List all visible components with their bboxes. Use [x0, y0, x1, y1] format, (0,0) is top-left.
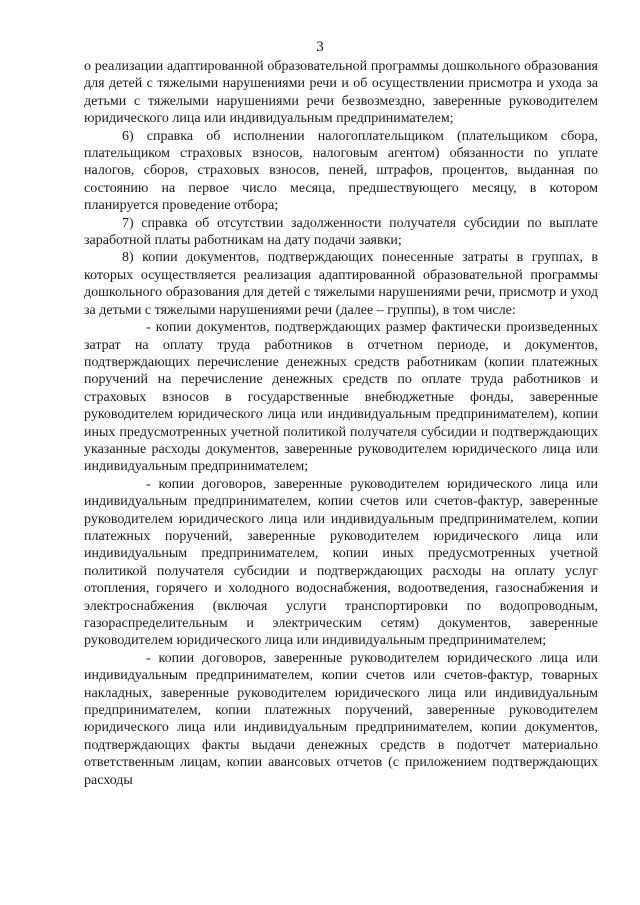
paragraph-item-8: 8) копии документов, подтверждающих понесенные затраты в группах, в которых осуществляется реализация адаптированной образовательной программы дошкольного образования для детей с тяжелыми нарушениями речи, присмотр и уход за детьми с тяжелыми нарушениями речи (далее – группы), в том числе: [84, 250, 598, 318]
document-body [84, 58, 598, 789]
paragraph-item-7: 7) справка об отсутствии задолженности получателя субсидии по выплате заработной платы работникам на дату подачи заявки; [84, 215, 598, 249]
paragraph-item-6: 6) справка об исполнении налогоплательщиком (плательщиком сбора, плательщиком страховых взносов, налоговым агентом) обязанности по уплате налогов, сборов, страховых взносов, пеней, штрафов, процентов, выданная по состоянию на первое число месяца, предшествующего месяцу, в котором планируется проведение отбора; [84, 128, 598, 214]
paragraph-continuation: о реализации адаптированной образовательной программы дошкольного образования для детей с тяжелыми нарушениями речи и об осуществлении присмотра и ухода за детьми с тяжелыми нарушениями речи безвозмездно, заверенные руководителем юридического лица или индивидуальным предпринимателем; [84, 59, 598, 127]
page-number: 3 [316, 39, 324, 55]
paragraph-dash-1: - копии документов, подтверждающих размер фактически произведенных затрат на оплату труда работников в отчетном периоде, и документов, подтверждающих перечисление денежных средств работникам (копии платежных поручений на перечисление денежных средств по оплате труда работников и страховых взносов в государственные внебюджетные фонды, заверенные руководителем юридического лица или индивидуальным предпринимателем), копии иных предусмотренных учетной политикой получателя субсидии и подтверждающих указанные расходы документов, заверенные руководителем юридического лица или индивидуальным предпринимателем; [84, 320, 598, 475]
paragraph-dash-2: - копии договоров, заверенные руководителем юридического лица или индивидуальным предпринимателем, копии счетов или счетов-фактур, заверенные руководителем юридического лица или индивидуальным предпринимателем, копии платежных поручений, заверенные руководителем юридического лица или индивидуальным предпринимателем, копии иных предусмотренных учетной политикой получателя субсидии и подтверждающих расходы на оплату услуг отопления, горячего и холодного водоснабжения, водоотведения, газоснабжения и электроснабжения (включая услуги транспортировки по водопроводным, газораспределительным и электрическим сетям) документов, заверенные руководителем юридического лица или индивидуальным предпринимателем; [84, 476, 598, 649]
paragraph-dash-3: - копии договоров, заверенные руководителем юридического лица или индивидуальным предпринимателем, копии счетов или счетов-фактур, товарных накладных, заверенные руководителем юридического лица или индивидуальным предпринимателем, копии платежных поручений, заверенные руководителем юридического лица или индивидуальным предпринимателем, копии документов, подтверждающих факты выдачи денежных средств в подотчет материально ответственным лицам, копии авансовых отчетов (с приложением подтверждающих расходы [84, 650, 598, 788]
